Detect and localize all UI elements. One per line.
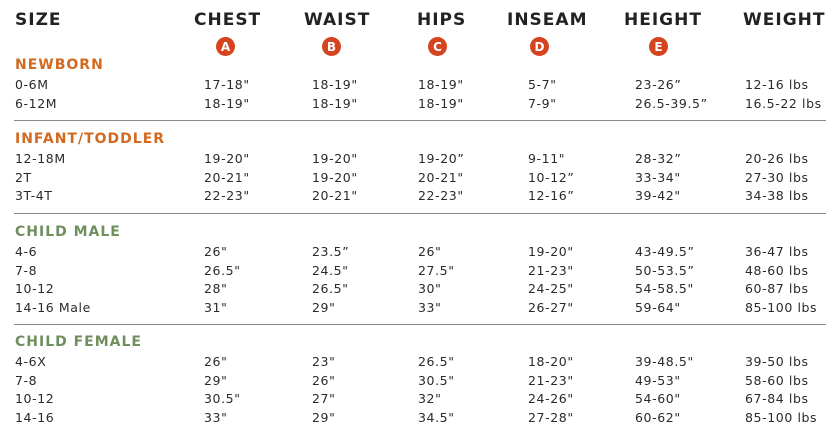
- cell-chest: 18-19": [204, 95, 250, 111]
- cell-weight: 27-30 lbs: [745, 169, 809, 185]
- cell-waist: 23.5”: [312, 244, 350, 259]
- cell-height: 23-26”: [635, 77, 682, 92]
- cell-chest: 26.5": [204, 262, 241, 278]
- cell-height: 33-34": [635, 169, 681, 185]
- cell-inseam: 19-20": [528, 244, 574, 259]
- cell-inseam: 26-27": [528, 299, 574, 315]
- section-title: CHILD MALE: [15, 224, 121, 240]
- cell-waist: 29": [312, 299, 336, 315]
- badge-b: B: [322, 37, 341, 56]
- cell-size: 4-6: [15, 244, 38, 259]
- cell-size: 7-8: [15, 262, 38, 278]
- section-title: INFANT/TODDLER: [15, 131, 166, 147]
- cell-waist: 27": [312, 391, 336, 406]
- cell-weight: 85-100 lbs: [745, 409, 818, 425]
- cell-size: 0-6M: [15, 77, 49, 92]
- badge-e: E: [649, 37, 668, 56]
- cell-size: 2T: [15, 169, 32, 185]
- cell-hips: 20-21": [418, 169, 464, 185]
- cell-weight: 48-60 lbs: [745, 262, 809, 278]
- cell-inseam: 10-12”: [528, 169, 575, 185]
- cell-chest: 19-20": [204, 151, 250, 166]
- cell-hips: 30": [418, 281, 442, 296]
- cell-height: 49-53": [635, 372, 681, 388]
- cell-chest: 33": [204, 409, 228, 425]
- cell-hips: 27.5": [418, 262, 455, 278]
- cell-hips: 26": [418, 244, 442, 259]
- cell-chest: 31": [204, 299, 228, 315]
- cell-size: 12-18M: [15, 151, 66, 166]
- cell-size: 3T-4T: [15, 188, 53, 203]
- cell-inseam: 5-7": [528, 77, 557, 92]
- cell-inseam: 27-28": [528, 409, 574, 425]
- cell-inseam: 24-26": [528, 391, 574, 406]
- cell-height: 43-49.5”: [635, 244, 695, 259]
- cell-size: 14-16 Male: [15, 299, 91, 315]
- cell-weight: 67-84 lbs: [745, 391, 809, 406]
- cell-inseam: 12-16”: [528, 188, 575, 203]
- cell-waist: 26.5": [312, 281, 349, 296]
- cell-hips: 26.5": [418, 354, 455, 369]
- cell-hips: 34.5": [418, 409, 455, 425]
- cell-waist: 18-19": [312, 77, 358, 92]
- cell-hips: 30.5": [418, 372, 455, 388]
- cell-weight: 36-47 lbs: [745, 244, 809, 259]
- badge-a: A: [216, 37, 235, 56]
- badge-d: D: [530, 37, 549, 56]
- cell-height: 59-64": [635, 299, 681, 315]
- cell-size: 14-16: [15, 409, 55, 425]
- cell-height: 54-58.5": [635, 281, 694, 296]
- cell-height: 26.5-39.5”: [635, 95, 708, 111]
- header-height: HEIGHT: [624, 10, 702, 30]
- cell-inseam: 9-11": [528, 151, 566, 166]
- cell-hips: 32": [418, 391, 442, 406]
- cell-hips: 22-23": [418, 188, 464, 203]
- cell-inseam: 21-23": [528, 372, 574, 388]
- cell-inseam: 18-20": [528, 354, 574, 369]
- badge-c: C: [428, 37, 447, 56]
- cell-chest: 29": [204, 372, 228, 388]
- cell-waist: 18-19": [312, 95, 358, 111]
- header-hips: HIPS: [417, 10, 467, 30]
- section-title: CHILD FEMALE: [15, 334, 142, 350]
- cell-weight: 34-38 lbs: [745, 188, 809, 203]
- cell-height: 39-42": [635, 188, 681, 203]
- cell-size: 6-12M: [15, 95, 58, 111]
- cell-chest: 28": [204, 281, 228, 296]
- header-size: SIZE: [15, 10, 62, 30]
- cell-hips: 33": [418, 299, 442, 315]
- cell-inseam: 21-23": [528, 262, 574, 278]
- cell-hips: 18-19": [418, 77, 464, 92]
- section-divider: [14, 213, 826, 214]
- cell-weight: 16.5-22 lbs: [745, 95, 822, 111]
- cell-height: 39-48.5": [635, 354, 694, 369]
- section-title: NEWBORN: [15, 57, 104, 73]
- cell-weight: 60-87 lbs: [745, 281, 809, 296]
- header-waist: WAIST: [304, 10, 371, 30]
- cell-waist: 29": [312, 409, 336, 425]
- cell-height: 28-32”: [635, 151, 682, 166]
- cell-waist: 24.5": [312, 262, 349, 278]
- cell-weight: 58-60 lbs: [745, 372, 809, 388]
- cell-hips: 18-19": [418, 95, 464, 111]
- header-inseam: INSEAM: [507, 10, 588, 30]
- cell-height: 54-60": [635, 391, 681, 406]
- cell-chest: 22-23": [204, 188, 250, 203]
- cell-inseam: 24-25": [528, 281, 574, 296]
- cell-chest: 20-21": [204, 169, 250, 185]
- section-divider: [14, 324, 826, 325]
- cell-waist: 23": [312, 354, 336, 369]
- cell-inseam: 7-9": [528, 95, 557, 111]
- cell-weight: 39-50 lbs: [745, 354, 809, 369]
- cell-waist: 20-21": [312, 188, 358, 203]
- header-weight: WEIGHT: [743, 10, 826, 30]
- cell-chest: 26": [204, 354, 228, 369]
- cell-height: 50-53.5”: [635, 262, 695, 278]
- cell-chest: 30.5": [204, 391, 241, 406]
- cell-hips: 19-20”: [418, 151, 465, 166]
- cell-chest: 17-18": [204, 77, 250, 92]
- cell-size: 7-8: [15, 372, 38, 388]
- cell-weight: 20-26 lbs: [745, 151, 809, 166]
- cell-height: 60-62": [635, 409, 681, 425]
- cell-waist: 26": [312, 372, 336, 388]
- cell-size: 4-6X: [15, 354, 47, 369]
- cell-size: 10-12: [15, 391, 55, 406]
- header-chest: CHEST: [194, 10, 262, 30]
- section-divider: [14, 120, 826, 121]
- cell-waist: 19-20": [312, 151, 358, 166]
- cell-waist: 19-20": [312, 169, 358, 185]
- cell-chest: 26": [204, 244, 228, 259]
- cell-weight: 12-16 lbs: [745, 77, 809, 92]
- cell-size: 10-12: [15, 281, 55, 296]
- cell-weight: 85-100 lbs: [745, 299, 818, 315]
